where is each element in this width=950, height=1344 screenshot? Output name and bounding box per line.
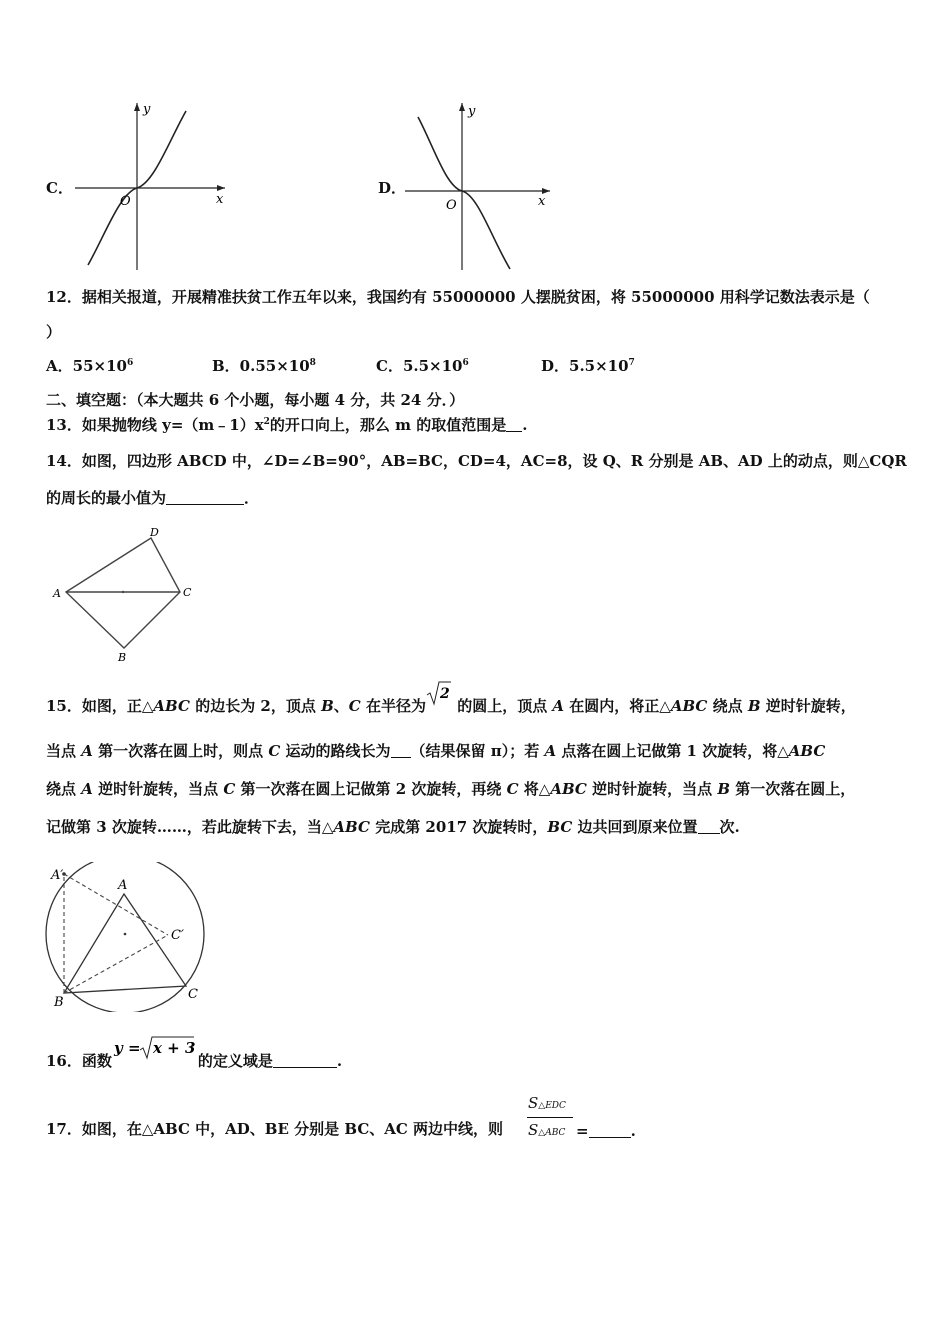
svg-text:A: A	[118, 878, 128, 893]
svg-text:x + 3: x + 3	[152, 1039, 196, 1057]
svg-text:C: C	[188, 987, 198, 1002]
q12-option-c: C．$5.5\times 10^6$	[376, 357, 469, 375]
q14-quadrilateral-figure	[42, 524, 202, 666]
q12-option-d: D．$5.5\times 10^7$	[541, 357, 635, 375]
q15-line4: 记做第 3 次旋转……，若此旋转下去，当△ABC 完成第 2017 次旋转时，BC 边共回到原来位置 次.	[46, 818, 740, 836]
triangle-abc	[64, 894, 186, 993]
answer-blank	[166, 489, 244, 505]
ratio-denominator: S△ABC	[528, 1121, 566, 1139]
x-label: x	[216, 192, 224, 207]
svg-text:C′: C′	[171, 928, 184, 943]
fraction-bar	[527, 1117, 573, 1118]
y-arrow-icon	[459, 103, 465, 111]
q12-line1: 12．据相关报道，开展精准扶贫工作五年以来，我国约有 55000000 人摆脱贫困，将 55000000 用科学记数法表示是（	[46, 288, 870, 306]
svg-text:y: y	[113, 1039, 123, 1057]
origin-label: O	[120, 194, 131, 209]
answer-blank	[506, 416, 522, 432]
svg-text:C: C	[183, 586, 192, 599]
graph-option-d	[400, 95, 560, 275]
q14-line1: 14．如图，四边形 ABCD 中，∠D=∠B=90°，AB=BC，CD=4，AC=8，设 Q、R 分别是 AB、AD 上的动点，则△CQR	[46, 452, 907, 470]
q17-text: 17．如图，在△ABC 中，AD、BE 分别是 BC、AC 两边中线，则	[46, 1120, 504, 1138]
origin-label: O	[446, 198, 457, 213]
section-heading: 二、填空题：（本大题共 6 个小题，每小题 4 分，共 24 分．）	[46, 391, 465, 409]
q15-line2: 当点 A 第一次落在圆上时，则点 C 运动的路线长为 （结果保留 π）；若 A 点落在圆上记做第 1 次旋转，将△ABC	[46, 742, 826, 760]
svg-text:=: =	[127, 1039, 141, 1057]
q12-line2: ）	[46, 323, 62, 341]
svg-text:A: A	[53, 587, 61, 600]
svg-text:D: D	[150, 526, 159, 539]
y-label: y	[143, 102, 151, 117]
q17-answer: = .	[576, 1122, 636, 1140]
y-label: y	[468, 104, 476, 119]
q15-circle-figure	[40, 862, 225, 1012]
q16: 16．函数 y = x + 3 的定义域是 .	[46, 1039, 343, 1070]
svg-text:B: B	[54, 995, 64, 1010]
answer-blank	[698, 818, 720, 834]
option-d-label: D．	[378, 179, 407, 197]
function-formula	[112, 1039, 198, 1067]
answer-blank	[589, 1122, 631, 1138]
q12-option-a: A．$55\times 10^6$	[46, 357, 134, 375]
x-arrow-icon	[217, 185, 225, 191]
q14-line2: 的周长的最小值为 ．	[46, 489, 260, 507]
svg-text:B: B	[118, 651, 127, 664]
cubic-curve	[418, 117, 510, 269]
dashed-b-c-prime	[64, 935, 168, 993]
ratio-numerator: S△EDC	[528, 1094, 566, 1112]
sqrt-2	[426, 686, 452, 712]
option-c-label: C．	[46, 179, 73, 197]
q12-option-b: B．$0.55\times 10^8$	[212, 357, 316, 375]
q15-line1: 15．如图，正△ABC 的边长为 2，顶点 B、C 在半径为 2 的圆上，顶点 A 在圆内，将正△ABC 绕点 B 逆时针旋转，	[46, 692, 856, 716]
x-label: x	[538, 194, 546, 209]
answer-blank	[391, 742, 411, 758]
q15-line3: 绕点 A 逆时针旋转，当点 C 第一次落在圆上记做第 2 次旋转，再绕 C 将△ABC 逆时针旋转，当点 B 第一次落在圆上，	[46, 780, 856, 798]
y-arrow-icon	[134, 103, 140, 111]
dashed-a-prime-c-prime	[64, 874, 168, 935]
svg-text:2: 2	[439, 686, 450, 702]
answer-blank	[273, 1052, 337, 1068]
graph-option-c	[70, 95, 235, 275]
svg-text:A′: A′	[51, 868, 64, 883]
q13: 13．如果抛物线 $y=(m﹣1)x^2$的开口向上，那么 m 的取值范围是 .	[46, 416, 528, 434]
